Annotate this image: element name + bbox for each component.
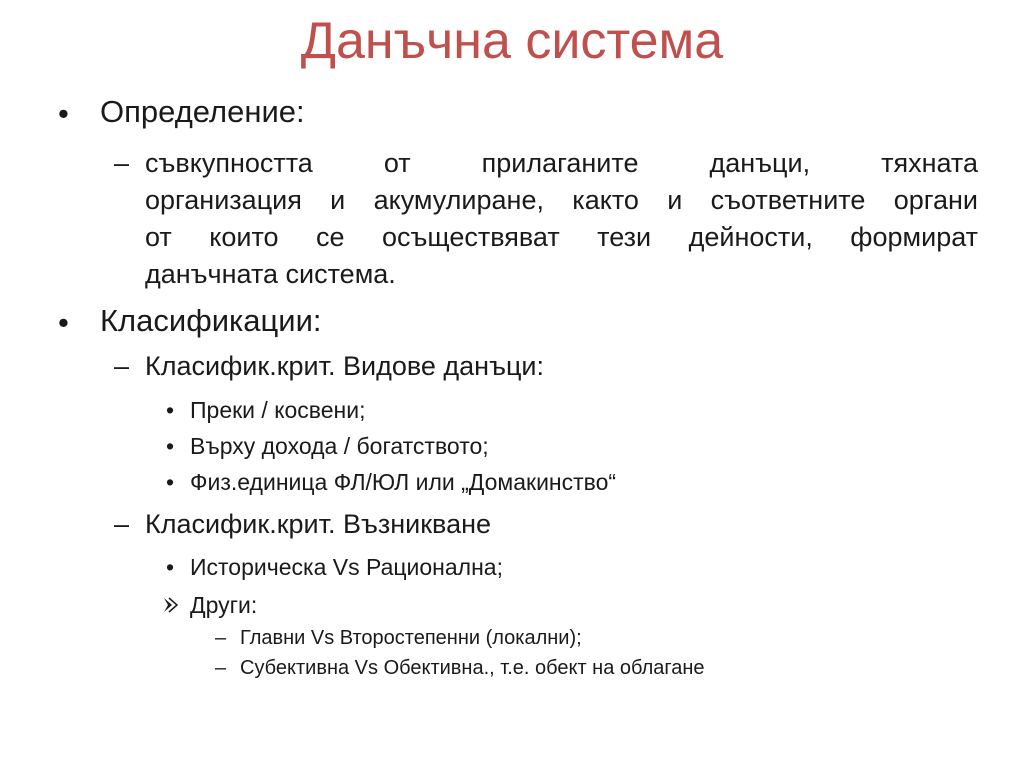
types-item: Върху дохода / богатството; [190,433,489,459]
definition-text [145,145,978,293]
types-criterion: Класифик.крит. Видове данъци: [145,351,545,381]
origin-criterion: Класифик.крит. Възникване [145,509,492,539]
level3-bullet: • [166,433,175,459]
origin-item: Историческа Vs Рационална; [190,554,503,580]
types-item: Физ.единица ФЛ/ЮЛ или „Домакинство“ [190,469,617,495]
slide-title: Данъчна система [300,12,724,70]
level2-dash: – [114,148,130,178]
classifications-heading: Класификации: [100,303,322,338]
others-item: Субективна Vs Обективна., т.е. обект на облагане [240,657,705,679]
definition-line: данъчната система. [145,259,396,289]
others-heading: Други: [190,592,258,618]
definition-line: организация и акумулиране, както и съответните органи [145,185,978,215]
level1-bullet: • [58,96,69,131]
level4-dash: – [215,657,227,679]
level2-dash: – [114,509,130,539]
level1-bullet: • [58,305,69,340]
definition-line: от които се осъществяват тези дейности, формират [145,222,978,252]
level4-dash: – [215,627,227,649]
level3-bullet: • [166,397,175,423]
level2-dash: – [114,351,130,381]
definition-line: съвкупността от прилаганите данъци, тяхната [145,148,978,178]
others-item: Главни Vs Второстепенни (локални); [240,627,582,649]
types-item: Преки / косвени; [190,397,366,423]
level3-bullet: • [166,469,175,495]
level3-bullet: • [166,554,175,580]
arrow-bullet-icon [162,596,180,614]
definition-heading: Определение: [100,94,305,129]
